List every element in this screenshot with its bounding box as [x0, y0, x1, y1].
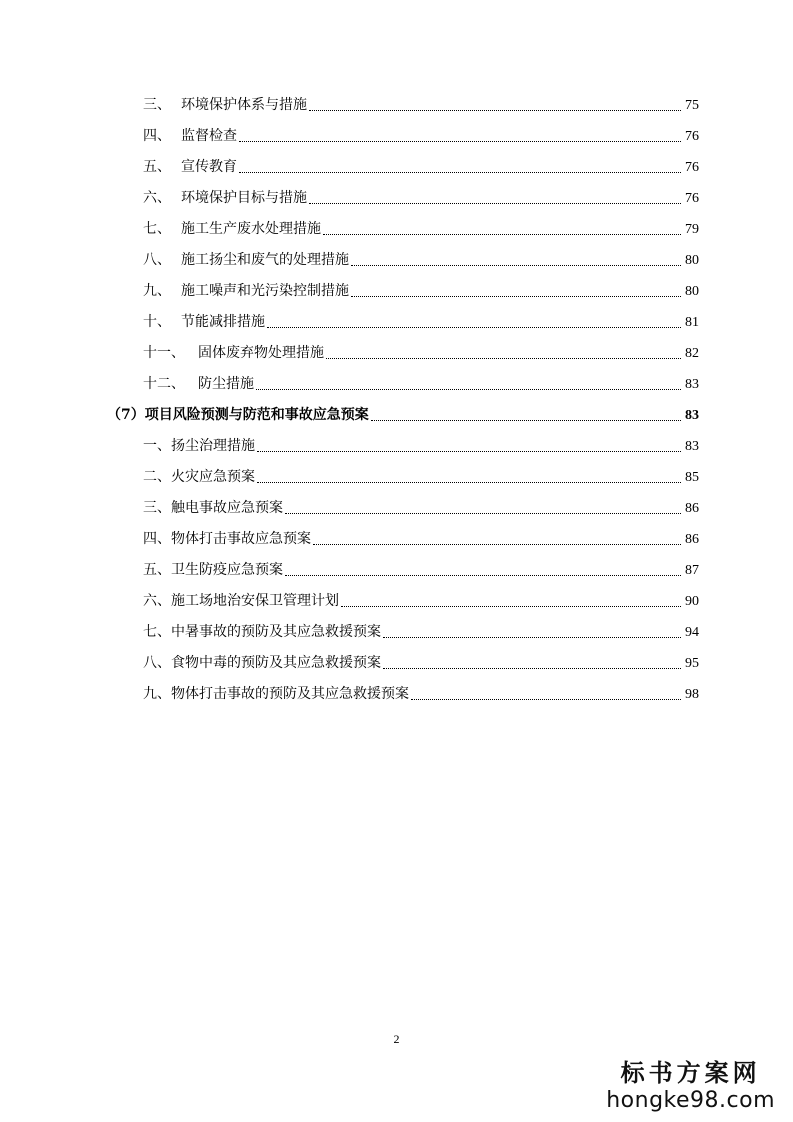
toc-entry[interactable]	[143, 152, 699, 183]
toc-entry-number: 七、	[143, 624, 171, 640]
toc-entry-label	[143, 617, 381, 648]
toc-entry-page: 82	[685, 346, 699, 361]
toc-entry-title: 物体打击事故的预防及其应急救援预案	[171, 686, 409, 702]
toc-entry-title: 施工扬尘和废气的处理措施	[181, 252, 349, 268]
toc-entry-title: 环境保护体系与措施	[181, 97, 307, 113]
toc-entry-label	[143, 369, 254, 400]
leader-dots	[257, 462, 681, 493]
leader-dots	[257, 431, 681, 462]
toc-entry[interactable]	[143, 338, 699, 369]
watermark-url-text: hongke98.com	[606, 1088, 775, 1113]
toc-entry-label	[143, 245, 349, 276]
toc-entry-label	[143, 183, 307, 214]
toc-entry-title: 施工场地治安保卫管理计划	[171, 593, 339, 609]
toc-entry-page: 85	[685, 470, 699, 485]
toc-entry[interactable]	[143, 524, 699, 555]
toc-entry-label	[143, 586, 339, 617]
toc-entry[interactable]	[143, 369, 699, 400]
toc-section-heading[interactable]	[107, 400, 699, 431]
toc-entry-title: 固体废弃物处理措施	[198, 345, 324, 361]
toc-entry-title: 扬尘治理措施	[171, 438, 255, 454]
toc-entry-title: 施工生产废水处理措施	[181, 221, 321, 237]
leader-dots	[285, 493, 681, 524]
leader-dots	[383, 648, 681, 679]
toc-entry-label	[107, 400, 369, 431]
leader-dots	[313, 524, 681, 555]
toc-entry[interactable]	[143, 617, 699, 648]
toc-entry-page: 95	[685, 656, 699, 671]
toc-entry-label	[143, 493, 283, 524]
toc-entry[interactable]	[143, 431, 699, 462]
toc-entry-page: 98	[685, 687, 699, 702]
toc-entry-page: 76	[685, 129, 699, 144]
leader-dots	[351, 276, 681, 307]
leader-dots	[326, 338, 681, 369]
leader-dots	[285, 555, 681, 586]
toc-entry-page: 90	[685, 594, 699, 609]
leader-dots	[411, 679, 681, 710]
leader-dots	[351, 245, 681, 276]
toc-entry-number: 八、	[143, 252, 171, 268]
toc-entry-number: 十二、	[143, 376, 185, 392]
toc-entry-label	[143, 307, 265, 338]
toc-entry-page: 83	[685, 439, 699, 454]
toc-entry-title: 宣传教育	[181, 159, 237, 175]
toc-entry-number: 三、	[143, 97, 171, 113]
toc-entry-label	[143, 276, 349, 307]
leader-dots	[239, 152, 681, 183]
leader-dots	[256, 369, 681, 400]
toc-entry-number: 六、	[143, 190, 171, 206]
toc-entry-page: 83	[685, 408, 699, 423]
toc-entry-number: 九、	[143, 283, 171, 299]
toc-entry-title: 触电事故应急预案	[171, 500, 283, 516]
toc-entry-label	[143, 90, 307, 121]
toc-entry-title: 监督检查	[181, 128, 237, 144]
toc-entry[interactable]	[143, 121, 699, 152]
toc-entry-label	[143, 431, 255, 462]
toc-entry-label	[143, 121, 237, 152]
toc-entry-title: 卫生防疫应急预案	[171, 562, 283, 578]
toc-entry-title: 火灾应急预案	[171, 469, 255, 485]
toc-entry-label	[143, 152, 237, 183]
toc-entry-page: 76	[685, 191, 699, 206]
toc-entry[interactable]	[143, 462, 699, 493]
toc-entry-number: 三、	[143, 500, 171, 516]
toc-entry-page: 86	[685, 501, 699, 516]
toc-entry[interactable]	[143, 90, 699, 121]
page-number: 2	[393, 1032, 400, 1046]
toc-entry-page: 76	[685, 160, 699, 175]
toc-entry-title: 物体打击事故应急预案	[171, 531, 311, 547]
toc-entry-label	[143, 648, 381, 679]
leader-dots	[267, 307, 681, 338]
toc-entry-number: 五、	[143, 562, 171, 578]
toc-entry[interactable]	[143, 276, 699, 307]
toc-entry-page: 80	[685, 253, 699, 268]
toc-entry-number: 一、	[143, 438, 171, 454]
toc-entry[interactable]	[143, 245, 699, 276]
toc-entry[interactable]	[143, 493, 699, 524]
toc-entry-number: 五、	[143, 159, 171, 175]
leader-dots	[323, 214, 681, 245]
toc-entry[interactable]	[143, 555, 699, 586]
toc-entry-page: 80	[685, 284, 699, 299]
toc-entry-page: 75	[685, 98, 699, 113]
toc-entry[interactable]	[143, 586, 699, 617]
toc-entry-title: 施工噪声和光污染控制措施	[181, 283, 349, 299]
leader-dots	[371, 400, 681, 431]
watermark-chinese-text: 标书方案网	[620, 1058, 761, 1087]
toc-entry-number: 十一、	[143, 345, 185, 361]
leader-dots	[341, 586, 681, 617]
toc-entry-title: 项目风险预测与防范和事故应急预案	[144, 407, 369, 423]
toc-entry-page: 83	[685, 377, 699, 392]
toc-entry-number: 四、	[143, 531, 171, 547]
toc-entry-title: 节能减排措施	[181, 314, 265, 330]
toc-entry-number: 七、	[143, 221, 171, 237]
toc-entry-number: （7）	[107, 407, 145, 423]
toc-entry[interactable]	[143, 214, 699, 245]
toc-entry-page: 86	[685, 532, 699, 547]
toc-entry-label	[143, 462, 255, 493]
toc-entry-number: 十、	[143, 314, 171, 330]
toc-entry-number: 九、	[143, 686, 171, 702]
toc-entry-number: 八、	[143, 655, 171, 671]
toc-entry[interactable]	[143, 183, 699, 214]
toc-entry-page: 79	[685, 222, 699, 237]
toc-entry-title: 环境保护目标与措施	[181, 190, 307, 206]
toc-entry-label	[143, 214, 321, 245]
leader-dots	[309, 183, 681, 214]
toc-entry-title: 防尘措施	[198, 376, 254, 392]
toc-entry-label	[143, 524, 311, 555]
toc-entry[interactable]	[143, 307, 699, 338]
toc-entry-number: 六、	[143, 593, 171, 609]
site-watermark	[606, 1058, 775, 1114]
toc-entry-number: 四、	[143, 128, 171, 144]
toc-entry-page: 87	[685, 563, 699, 578]
toc-entry-page: 94	[685, 625, 699, 640]
toc-entry-number: 二、	[143, 469, 171, 485]
toc-entry-title: 中暑事故的预防及其应急救援预案	[171, 624, 381, 640]
toc-entry-title: 食物中毒的预防及其应急救援预案	[171, 655, 381, 671]
toc-entry-label	[143, 679, 409, 710]
leader-dots	[309, 90, 681, 121]
toc-entry[interactable]	[143, 648, 699, 679]
toc-entry-page: 81	[685, 315, 699, 330]
toc-entry-label	[143, 338, 324, 369]
toc-entry[interactable]	[143, 679, 699, 710]
leader-dots	[383, 617, 681, 648]
leader-dots	[239, 121, 681, 152]
toc-entry-label	[143, 555, 283, 586]
